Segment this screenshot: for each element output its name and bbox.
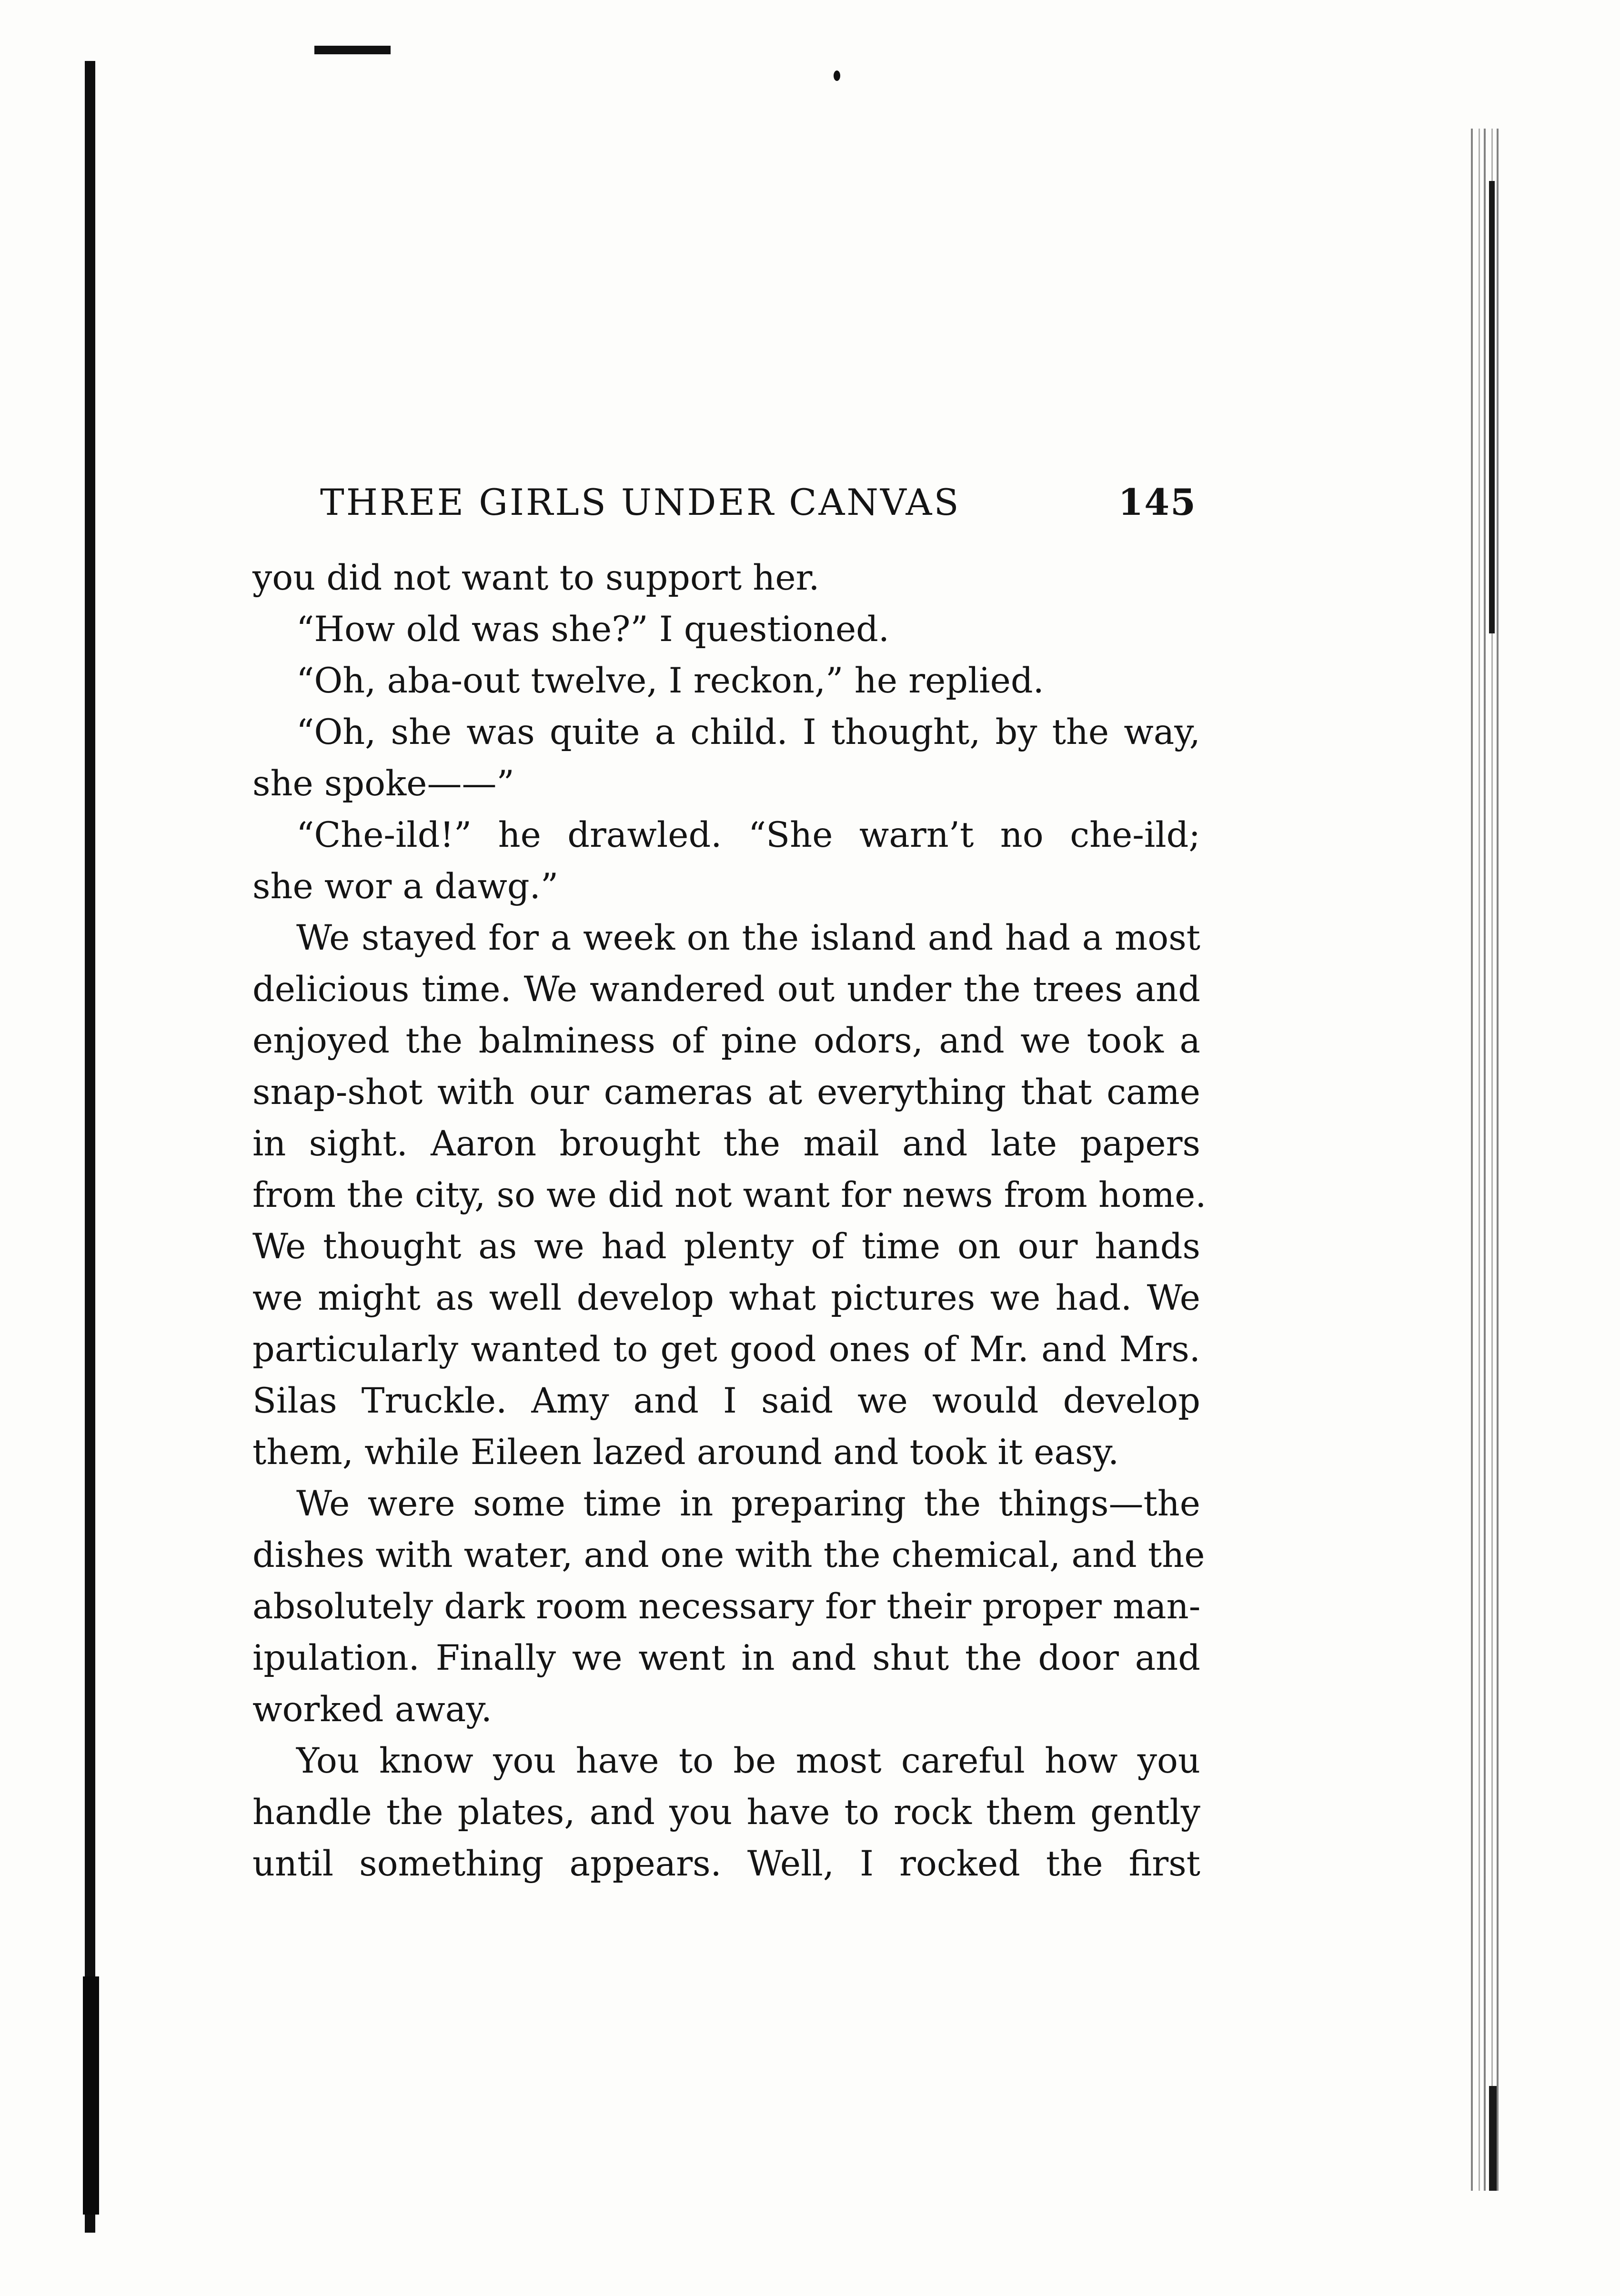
text-line: worked away. — [252, 1689, 492, 1730]
page-edge-dark-mark-bottom — [1489, 2086, 1497, 2191]
text-line: “Che-ild!” he drawled. “She warn’t no che-ild; — [296, 815, 1200, 855]
text-line: you did not want to support her. — [252, 558, 820, 598]
binding-gutter-shadow — [85, 61, 95, 2233]
text-line: You know you have to be most careful how you — [296, 1741, 1200, 1781]
text-line: We stayed for a week on the island and had a most — [296, 918, 1200, 958]
text-line: “How old was she?” I questioned. — [296, 609, 890, 650]
scan-artifact-dot — [834, 70, 840, 81]
page-edge-shadow — [1467, 129, 1500, 2191]
text-line: dishes with water, and one with the chemical, and the — [252, 1535, 1205, 1575]
text-line: delicious time. We wandered out under the trees and — [252, 969, 1200, 1010]
running-header — [320, 476, 1197, 529]
text-line: snap-shot with our cameras at everything that came — [252, 1072, 1200, 1113]
scan-artifact-top-mark — [314, 46, 391, 54]
text-line: we might as well develop what pictures we had. We — [252, 1278, 1200, 1318]
text-line: absolutely dark room necessary for their proper man- — [252, 1586, 1201, 1627]
text-line: Silas Truckle. Amy and I said we would develop — [252, 1381, 1200, 1421]
text-line: particularly wanted to get good ones of Mr. and Mrs. — [252, 1329, 1200, 1370]
text-line: enjoyed the balminess of pine odors, and we took a — [252, 1021, 1200, 1061]
text-line: them, while Eileen lazed around and took it easy. — [252, 1432, 1119, 1473]
text-line: We thought as we had plenty of time on our hands — [252, 1226, 1200, 1267]
text-line: she wor a dawg.” — [252, 866, 559, 907]
text-line: “Oh, aba-out twelve, I reckon,” he replied. — [296, 661, 1044, 701]
text-line: handle the plates, and you have to rock them gently — [252, 1792, 1200, 1833]
text-line: until something appears. Well, I rocked the first — [252, 1844, 1200, 1884]
text-line: “Oh, she was quite a child. I thought, by the way, — [296, 712, 1200, 752]
page-edge-dark-mark — [1489, 181, 1495, 633]
binding-gutter-shadow-bottom — [83, 1976, 99, 2215]
text-line: in sight. Aaron brought the mail and late papers — [252, 1123, 1200, 1164]
text-line: We were some time in preparing the things—the — [296, 1484, 1200, 1524]
page-number: 145 — [1118, 481, 1197, 523]
text-line: ipulation. Finally we went in and shut the door and — [252, 1638, 1200, 1678]
text-line: from the city, so we did not want for news from home. — [252, 1175, 1207, 1215]
body-text — [252, 552, 1207, 1890]
text-line: she spoke——” — [252, 763, 514, 804]
running-title: THREE GIRLS UNDER CANVAS — [320, 481, 961, 523]
